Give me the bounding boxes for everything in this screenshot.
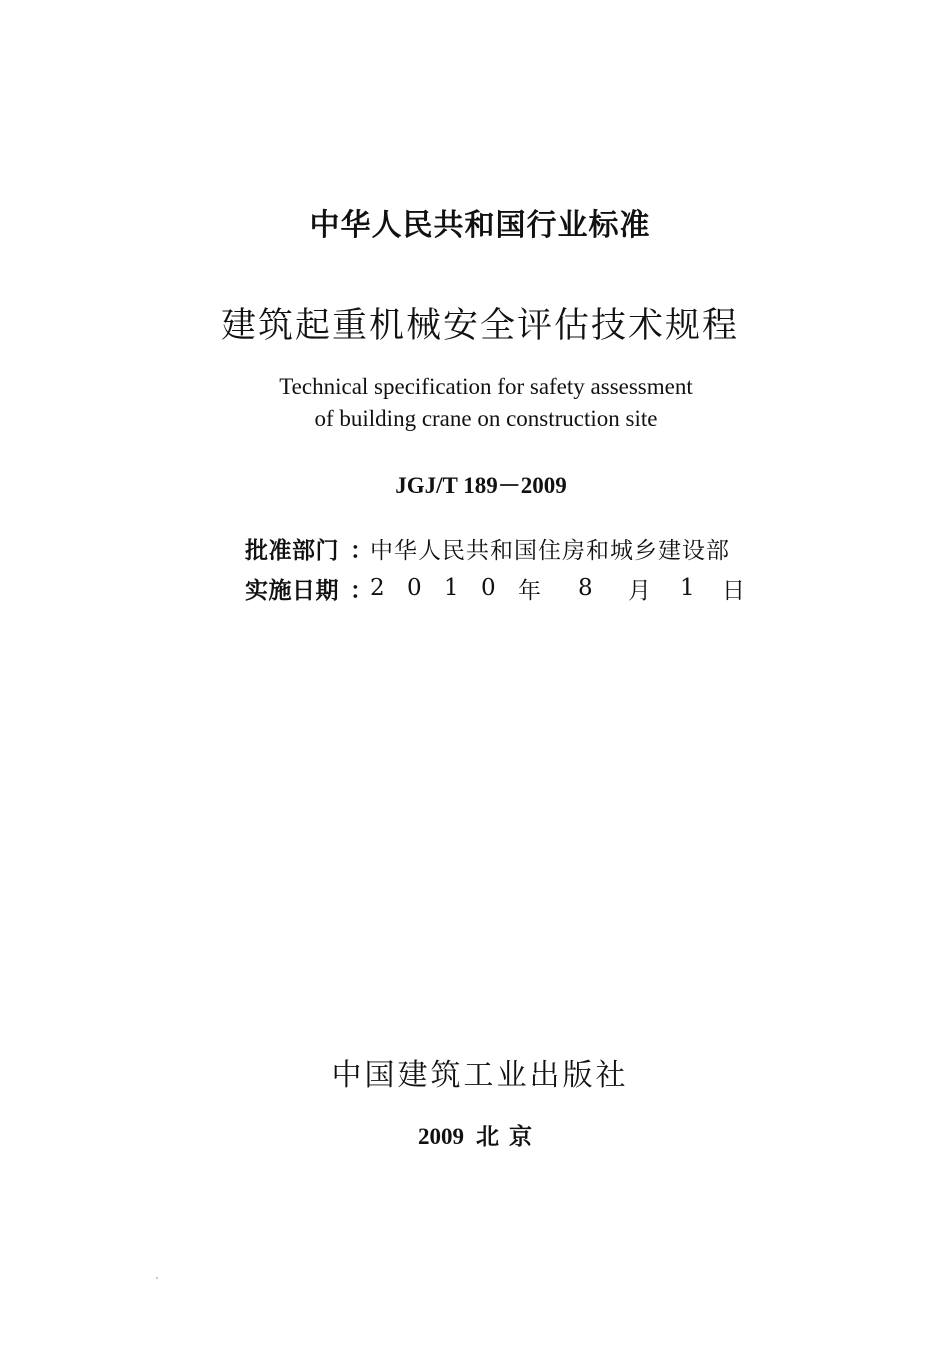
date-month-unit: 月 [628, 577, 651, 604]
date-year-digit: 2 [370, 575, 385, 601]
date-year-digit: 0 [407, 575, 422, 601]
implementation-label: 实施日期 [245, 577, 339, 604]
standard-code: JGJ/T 189－2009 [395, 473, 567, 498]
implementation-date [370, 572, 752, 605]
approval-row [245, 528, 765, 568]
approval-department: 中华人民共和国住房和城乡建设部 [370, 537, 730, 564]
date-year-digit: 0 [481, 575, 496, 601]
publication-place [0, 1118, 950, 1151]
english-title-line-2: of building crane on construction site [314, 406, 658, 431]
implementation-row [245, 568, 765, 608]
implementation-colon: ： [350, 577, 373, 604]
publication-city: 北京 [476, 1124, 542, 1150]
standard-category: 中华人民共和国行业标准 [309, 208, 651, 243]
date-year-unit: 年 [518, 577, 541, 604]
date-day: 1 [680, 575, 695, 601]
approval-colon: ： [350, 537, 373, 564]
date-month: 8 [578, 575, 593, 601]
publisher-name: 中国建筑工业出版社 [331, 1058, 629, 1093]
approval-metadata [245, 528, 765, 608]
chinese-title: 建筑起重机械安全评估技术规程 [220, 306, 739, 346]
approval-label: 批准部门 [245, 537, 339, 564]
publication-year: 2009 [418, 1124, 464, 1149]
english-title-line-1: Technical specification for safety assessment [279, 374, 693, 399]
date-day-unit: 日 [722, 577, 745, 604]
scan-speck [156, 1277, 158, 1279]
date-year-digit: 1 [444, 575, 459, 601]
